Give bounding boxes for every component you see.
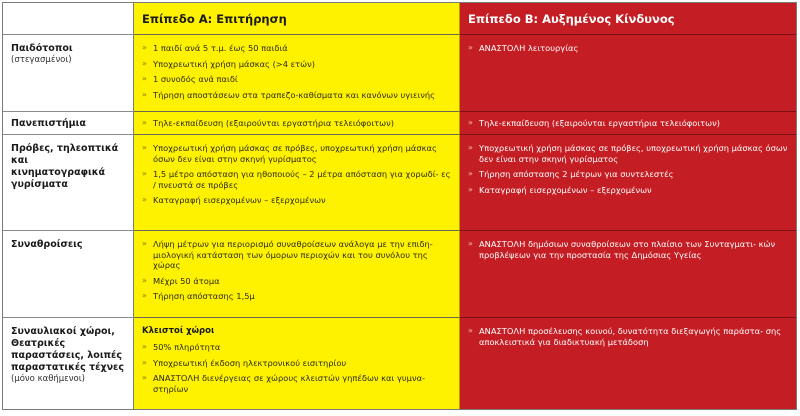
measure-text: Υποχρεωτική έκδοση ηλεκτρονικού εισιτηρίου	[153, 357, 347, 368]
measure-item	[468, 118, 788, 129]
bullet-icon: »	[142, 43, 147, 52]
bullet-icon: »	[142, 275, 147, 285]
level-b-playgrounds	[460, 35, 796, 112]
bullet-icon: »	[142, 169, 147, 178]
bullet-icon: »	[142, 342, 147, 351]
measure-text: ΑΝΑΣΤΟΛΗ λειτουργίας	[479, 43, 579, 53]
measure-text: Καταγραφή εισερχομένων – εξερχομένων	[153, 195, 326, 205]
bullet-icon: »	[468, 143, 473, 152]
level-b-universities	[460, 112, 796, 135]
bullet-icon: »	[468, 184, 473, 194]
measure-item	[468, 169, 788, 180]
level-b-concert-venues	[460, 318, 796, 409]
bullet-icon: »	[142, 239, 147, 248]
row-label-rehearsals	[3, 135, 134, 231]
measure-item	[142, 118, 451, 129]
measure-list	[142, 118, 451, 129]
level-a-universities	[134, 112, 460, 135]
measure-text: Υποχρεωτική χρήση μάσκας (>4 ετών)	[153, 58, 315, 69]
row-label-gatherings	[3, 231, 134, 318]
measure-text: ΑΝΑΣΤΟΛΗ διενέργειας σε χώρους κλειστών γηπέδων και γυμνα- στηρίων	[153, 373, 426, 394]
measure-list	[142, 239, 451, 302]
row-subtitle: (στεγασμένοι)	[11, 55, 72, 65]
measure-text: Τήρηση απόστασης 2 μέτρων για συντελεστές	[479, 169, 674, 179]
measure-item	[142, 43, 451, 54]
bullet-icon: »	[142, 118, 147, 127]
measure-list	[468, 326, 788, 347]
bullet-icon: »	[142, 58, 147, 68]
measure-text: Τηλε-εκπαίδευση (εξαιρούνται εργαστήρια τελειόφοιτων)	[479, 118, 720, 128]
level-a-playgrounds	[134, 35, 460, 112]
measure-text: Τήρηση απόστασης 1,5μ	[153, 291, 255, 301]
row-title: Πρόβες, τηλεοπτικά και κινηματογραφικά γυρίσματα	[11, 143, 119, 190]
measure-text: Μέχρι 50 άτομα	[153, 275, 220, 286]
measure-list	[142, 342, 451, 394]
row-title: Συναθροίσεις	[11, 239, 83, 250]
measure-text: 50% πληρότητα	[153, 342, 221, 352]
bullet-icon: »	[142, 357, 147, 367]
row-label-playgrounds	[3, 35, 134, 112]
measure-list	[142, 143, 451, 206]
row-title: Συναυλιακοί χώροι, Θεατρικές παραστάσεις, λοιπές παραστατικές τέχνες	[11, 326, 124, 373]
measure-list	[468, 43, 788, 54]
measure-item	[142, 373, 451, 394]
measure-item	[468, 43, 788, 54]
measure-list	[468, 143, 788, 195]
measure-item	[142, 342, 451, 353]
measure-item	[468, 185, 788, 196]
header-level-b: Επίπεδο Β: Αυξημένος Κίνδυνος	[460, 3, 796, 35]
bullet-icon: »	[468, 169, 473, 178]
measure-text: 1 παιδί ανά 5 τ.μ. έως 50 παιδιά	[153, 43, 288, 53]
measure-text: ΑΝΑΣΤΟΛΗ δημόσιων συναθροίσεων στο πλαίσιο των Συνταγματι- κών προβλέψεων για την προστασία της Δημόσιας Υγείας	[479, 239, 776, 260]
bullet-icon: »	[142, 74, 147, 83]
measure-item	[142, 74, 451, 85]
bullet-icon: »	[468, 118, 473, 127]
measure-item	[468, 143, 788, 164]
measure-text: 1 συνοδός ανά παιδί	[153, 74, 238, 84]
measure-text: 1,5 μέτρο απόσταση για ηθοποιούς – 2 μέτρα απόσταση για χορωδί- ες / πνευστά σε πρόβες	[153, 169, 451, 190]
measure-text: Τηλε-εκπαίδευση (εξαιρούνται εργαστήρια τελειόφοιτων)	[153, 118, 394, 128]
level-b-gatherings	[460, 231, 796, 318]
bullet-icon: »	[142, 143, 147, 152]
measure-item	[142, 239, 451, 271]
bullet-icon: »	[142, 373, 147, 382]
level-a-gatherings	[134, 231, 460, 318]
level-a-rehearsals	[134, 135, 460, 231]
measure-item	[468, 239, 788, 260]
measure-item	[142, 291, 451, 302]
level-b-rehearsals	[460, 135, 796, 231]
measure-text: Καταγραφή εισερχομένων – εξερχομένων	[479, 184, 652, 195]
indoor-spaces-subheading: Κλειστοί χώροι	[142, 326, 215, 336]
row-label-universities	[3, 112, 134, 135]
bullet-icon: »	[142, 291, 147, 300]
measure-item	[142, 143, 451, 164]
measure-list	[468, 118, 788, 129]
measure-text: Τήρηση αποστάσεων στα τραπεζο-καθίσματα και κανόνων υγιεινής	[153, 89, 436, 100]
measure-item	[142, 195, 451, 206]
bullet-icon: »	[468, 43, 473, 52]
bullet-icon: »	[468, 239, 473, 248]
measure-item	[142, 59, 451, 70]
level-a-concert-venues	[134, 318, 460, 409]
row-title: Παιδότοποι	[11, 43, 73, 54]
measure-item	[142, 90, 451, 101]
row-subtitle: (μόνο καθήμενοι)	[11, 374, 85, 384]
measures-table	[2, 2, 797, 410]
measure-text: Λήψη μέτρων για περιορισμό συναθροίσεων ανάλογα με την επιδη- μιολογική κατάσταση των όμορων περιοχών και του συνόλου της χώρας	[153, 239, 433, 270]
header-level-a: Επίπεδο Α: Επιτήρηση	[134, 3, 460, 35]
bullet-icon: »	[468, 326, 473, 335]
measure-item	[142, 358, 451, 369]
measure-list	[468, 239, 788, 260]
row-title: Πανεπιστήμια	[11, 118, 86, 129]
header-empty-cell	[3, 3, 134, 35]
measure-item	[468, 326, 788, 347]
measure-text: ΑΝΑΣΤΟΛΗ προσέλευσης κοινού, δυνατότητα διεξαγωγής παράστα- σης αποκλειστικά για διαδικτυακή μετάδοση	[479, 326, 782, 347]
measure-item	[142, 169, 451, 190]
bullet-icon: »	[142, 195, 147, 204]
measure-text: Υποχρεωτική χρήση μάσκας σε πρόβες, υποχρεωτική χρήση μάσκας όσων δεν είναι στην σκηνή γυρίσματος	[153, 143, 437, 164]
measure-text: Υποχρεωτική χρήση μάσκας σε πρόβες, υποχρεωτική χρήση μάσκας όσων δεν είναι στην σκηνή γυρίσματος	[479, 143, 788, 164]
measure-item	[142, 276, 451, 287]
measure-list	[142, 43, 451, 100]
row-label-concert-venues	[3, 318, 134, 409]
bullet-icon: »	[142, 89, 147, 99]
